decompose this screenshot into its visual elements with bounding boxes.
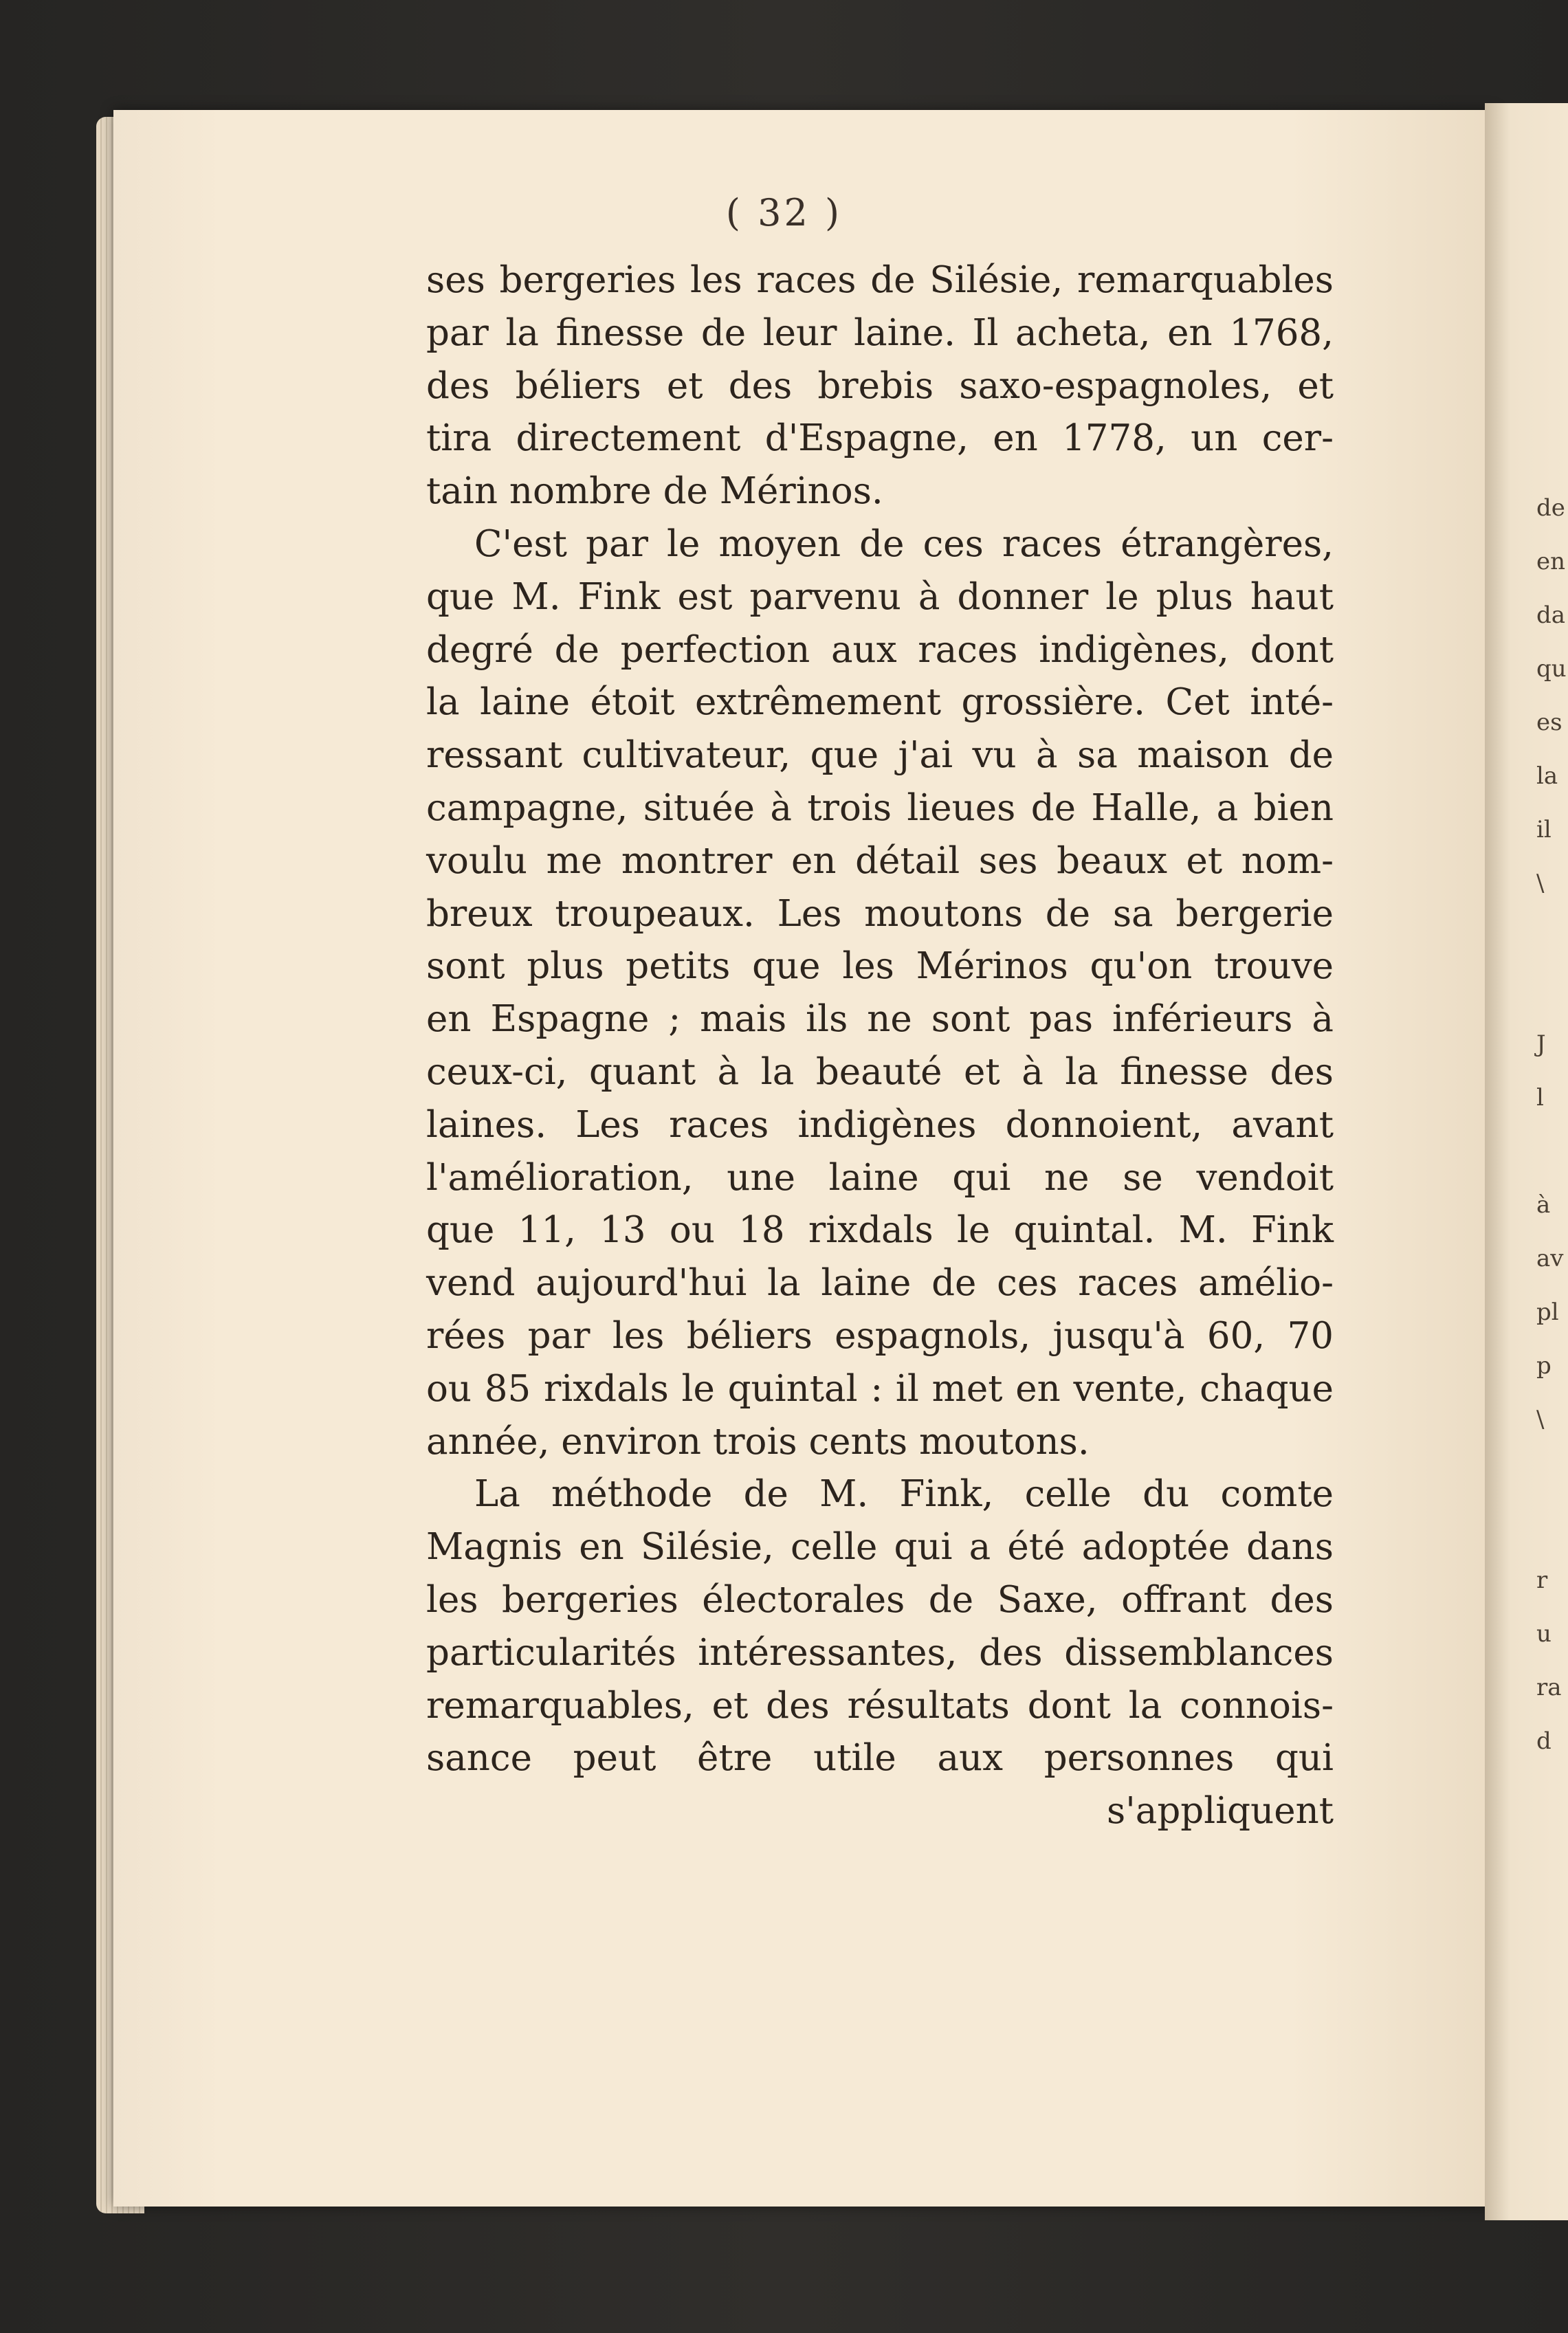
- facing-page-fragment: en: [1536, 548, 1566, 575]
- facing-page-fragment: [1536, 964, 1564, 1017]
- text-line: Magnis en Silésie, celle qui a été adoptée dans: [426, 1526, 1334, 1569]
- facing-page-fragment: [1536, 1500, 1564, 1554]
- text-line: la laine étoit extrêmement grossière. Cet inté-: [426, 681, 1334, 724]
- text-line: ses bergeries les races de Silésie, remarquables: [426, 259, 1334, 301]
- facing-page-fragment: la: [1536, 762, 1558, 790]
- text-line: voulu me montrer en détail ses beaux et nom-: [426, 839, 1334, 882]
- facing-page-fragment: da: [1536, 601, 1566, 629]
- facing-page-fragment: [1536, 910, 1564, 964]
- text-line: campagne, située à trois lieues de Halle, a bien: [426, 786, 1334, 829]
- text-line: ou 85 rixdals le quintal : il met en vente, chaque: [426, 1367, 1334, 1410]
- facing-page-fragment: pl: [1536, 1298, 1559, 1326]
- facing-page-fragment: u: [1536, 1620, 1552, 1648]
- facing-page-fragment: d: [1536, 1727, 1552, 1755]
- facing-page-fragment: à: [1536, 1191, 1551, 1219]
- facing-page-fragment: es: [1536, 709, 1563, 736]
- facing-page-fragments: [1536, 481, 1567, 1768]
- text-line: C'est par le moyen de ces races étrangères,: [474, 522, 1334, 565]
- text-line: année, environ trois cents moutons.: [426, 1420, 1090, 1463]
- text-line: vend aujourd'hui la laine de ces races amélio-: [426, 1262, 1334, 1305]
- text-line: laines. Les races indigènes donnoient, avant: [426, 1103, 1334, 1146]
- facing-page-fragment: il: [1536, 816, 1552, 843]
- text-line: breux troupeaux. Les moutons de sa bergerie: [426, 892, 1334, 935]
- body-text: [426, 254, 1334, 1838]
- facing-page-fragment: [1536, 1446, 1564, 1500]
- text-line: ressant cultivateur, que j'ai vu à sa maison de: [426, 734, 1334, 777]
- facing-page-fragment: av: [1536, 1245, 1564, 1272]
- facing-page-fragment: \: [1536, 870, 1545, 897]
- catchword: s'appliquent: [1107, 1790, 1334, 1833]
- text-line: sance peut être utile aux personnes qui: [426, 1737, 1334, 1780]
- text-line: en Espagne ; mais ils ne sont pas inférieurs à: [426, 998, 1334, 1041]
- text-line: par la finesse de leur laine. Il acheta, en 1768,: [426, 311, 1334, 354]
- page-number: ( 32 ): [725, 191, 843, 234]
- text-line: degré de perfection aux races indigènes, dont: [426, 628, 1334, 671]
- facing-page-fragment: qu: [1536, 655, 1567, 683]
- text-line: l'amélioration, une laine qui ne se vendoit: [426, 1156, 1334, 1199]
- text-line: tira directement d'Espagne, en 1778, un cer-: [426, 417, 1334, 460]
- text-line: particularités intéressantes, des dissemblances: [426, 1631, 1334, 1674]
- text-line: des béliers et des brebis saxo-espagnoles, et: [426, 364, 1334, 407]
- text-line: La méthode de M. Fink, celle du comte: [474, 1473, 1334, 1516]
- facing-page-fragment: \: [1536, 1406, 1545, 1433]
- facing-page-fragment: ra: [1536, 1674, 1562, 1701]
- text-line: que M. Fink est parvenu à donner le plus haut: [426, 575, 1334, 618]
- text-line: les bergeries électorales de Saxe, offrant des: [426, 1578, 1334, 1621]
- text-line: que 11, 13 ou 18 rixdals le quintal. M. Fink: [426, 1209, 1334, 1252]
- text-line: ceux-ci, quant à la beauté et à la finesse des: [426, 1050, 1334, 1093]
- text-line: remarquables, et des résultats dont la connois-: [426, 1684, 1334, 1727]
- facing-page-fragment: p: [1536, 1352, 1552, 1380]
- facing-page-fragment: de: [1536, 494, 1565, 522]
- text-line: tain nombre de Mérinos.: [426, 470, 883, 513]
- text-line: sont plus petits que les Mérinos qu'on trouve: [426, 945, 1334, 988]
- facing-page-fragment: r: [1536, 1567, 1548, 1594]
- text-line: rées par les béliers espagnols, jusqu'à 60, 70: [426, 1314, 1334, 1357]
- facing-page-fragment: [1536, 1125, 1564, 1178]
- facing-page-fragment: l: [1536, 1084, 1544, 1112]
- facing-page-fragment: J: [1536, 1030, 1546, 1058]
